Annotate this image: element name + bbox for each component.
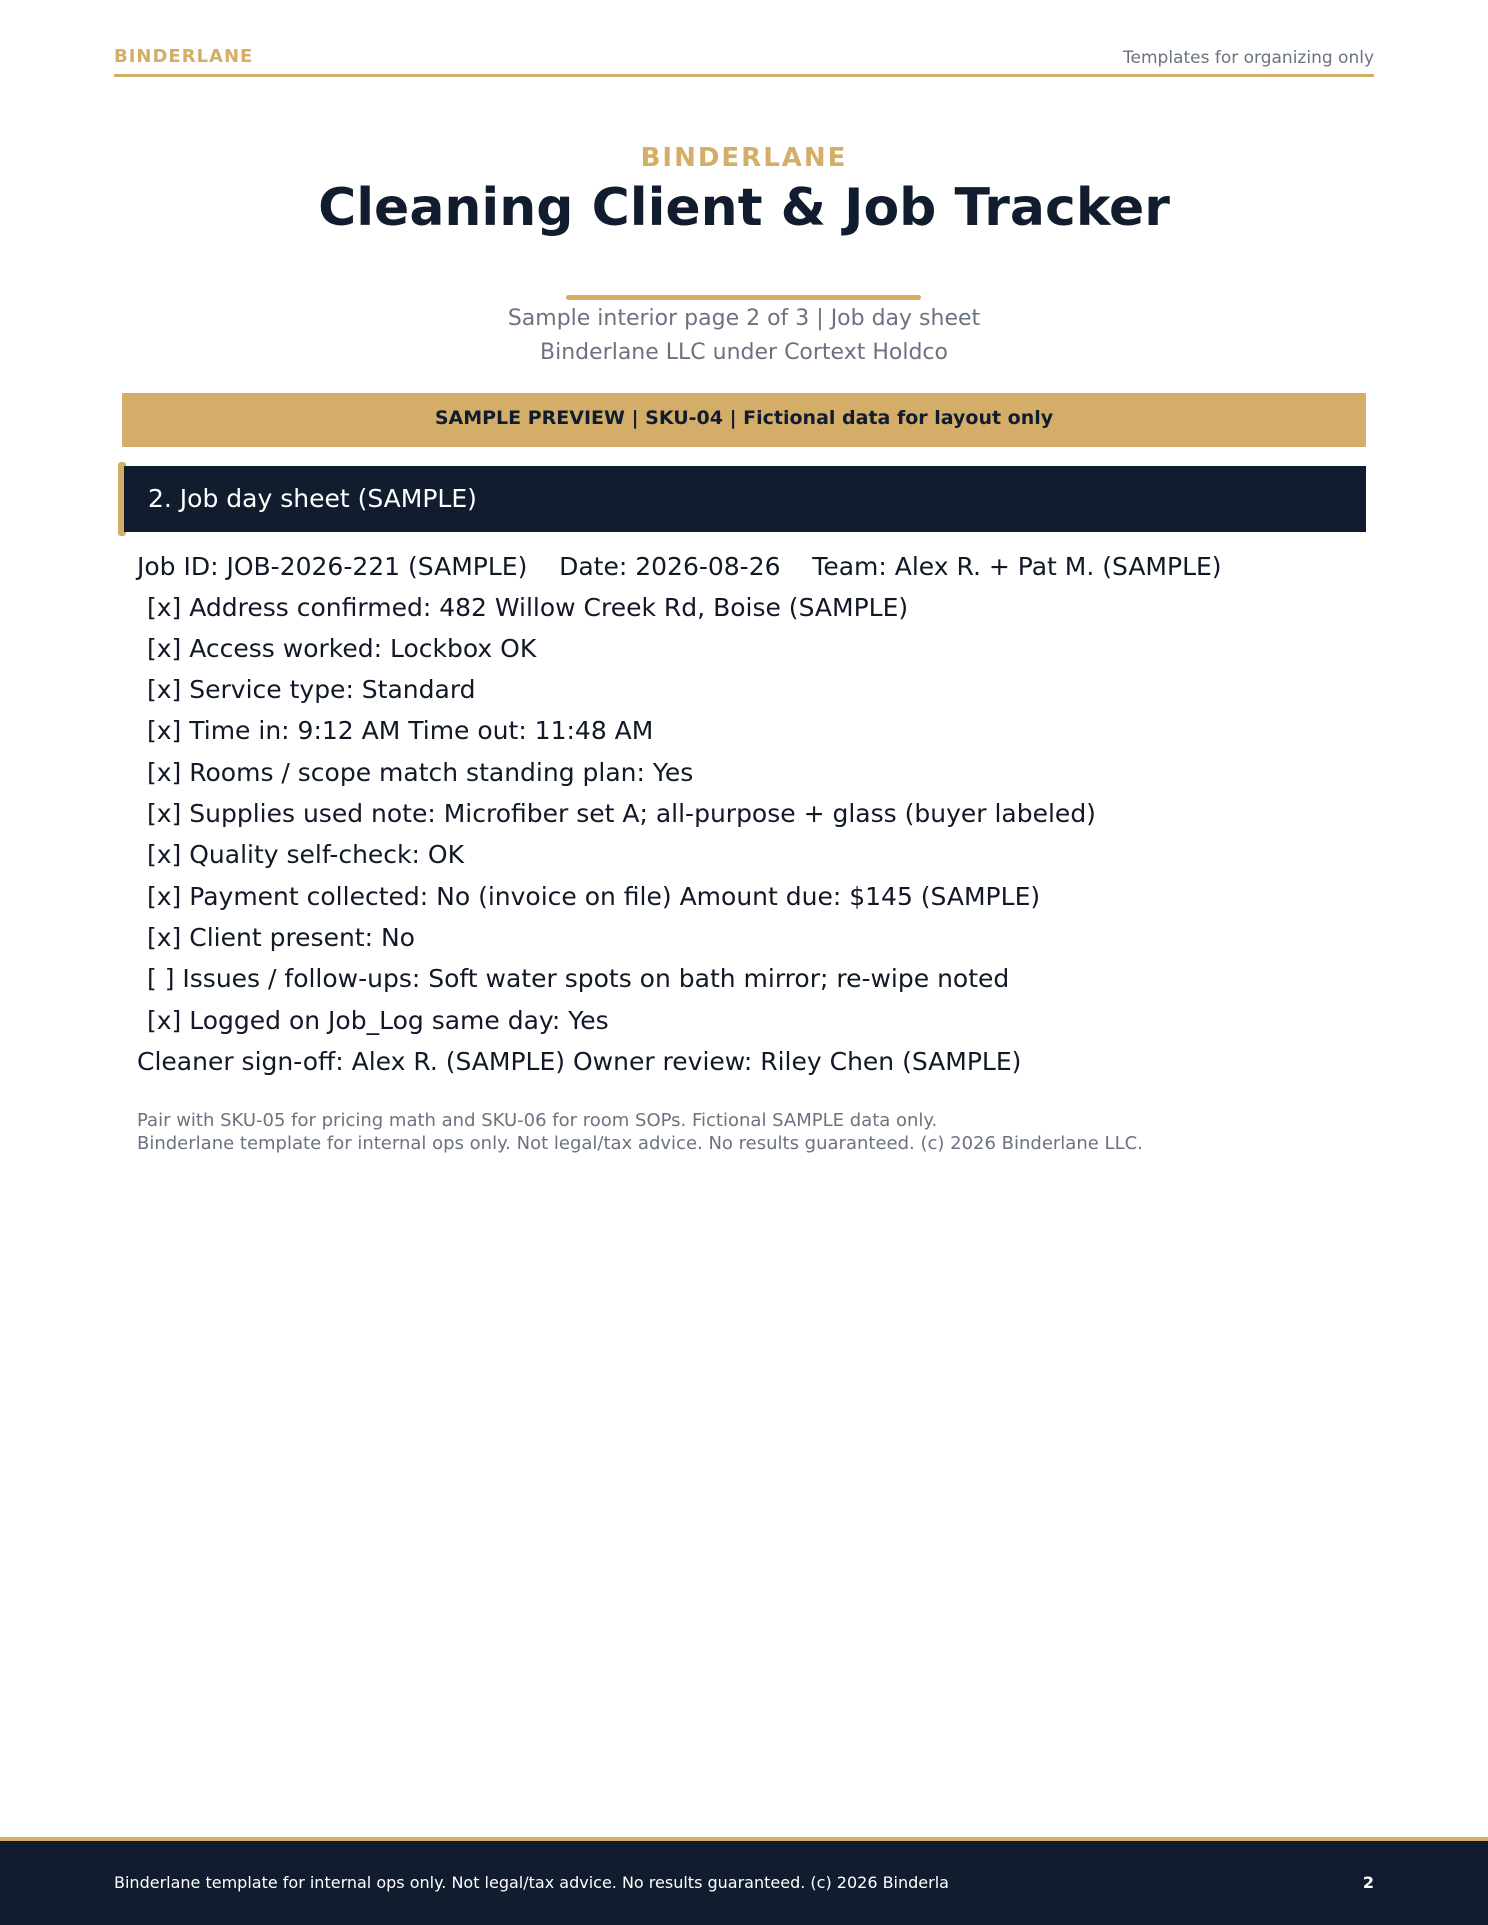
checklist-item: [x] Service type: Standard xyxy=(147,675,476,704)
sample-preview-banner: SAMPLE PREVIEW | SKU-04 | Fictional data for layout only xyxy=(122,393,1366,447)
section-title: 2. Job day sheet (SAMPLE) xyxy=(148,484,477,513)
checklist-item: [x] Address confirmed: 482 Willow Creek Rd, Boise (SAMPLE) xyxy=(147,593,909,622)
checklist-item: [ ] Issues / follow-ups: Soft water spots on bath mirror; re-wipe noted xyxy=(147,964,1010,993)
footer-disclaimer: Binderlane template for internal ops only. Not legal/tax advice. No results guaranteed. (c) 2026 Binderla xyxy=(114,1873,949,1892)
header-tagline: Templates for organizing only xyxy=(1123,48,1374,68)
job-info-line: Job ID: JOB-2026-221 (SAMPLE) Date: 2026-08-26 Team: Alex R. + Pat M. (SAMPLE) xyxy=(137,552,1222,581)
page-title: Cleaning Client & Job Tracker xyxy=(318,178,1170,238)
checklist-item: [x] Client present: No xyxy=(147,923,415,952)
hero-brand: BINDERLANE xyxy=(640,143,848,173)
title-divider xyxy=(566,295,921,300)
checklist-item: [x] Supplies used note: Microfiber set A; all-purpose + glass (buyer labeled) xyxy=(147,799,1096,828)
page-footer xyxy=(0,1837,1488,1925)
checklist-item: [x] Access worked: Lockbox OK xyxy=(147,634,537,663)
header-brand: BINDERLANE xyxy=(114,46,254,67)
checklist-item: [x] Payment collected: No (invoice on file) Amount due: $145 (SAMPLE) xyxy=(147,882,1041,911)
checklist-item: [x] Quality self-check: OK xyxy=(147,840,464,869)
note-line-1: Pair with SKU-05 for pricing math and SKU-06 for room SOPs. Fictional SAMPLE data only. xyxy=(137,1110,938,1131)
subtitle-line-1: Sample interior page 2 of 3 | Job day sheet xyxy=(507,306,981,331)
checklist-item: [x] Logged on Job_Log same day: Yes xyxy=(147,1006,609,1035)
page-number: 2 xyxy=(1362,1873,1374,1892)
note-line-2: Binderlane template for internal ops only. Not legal/tax advice. No results guaranteed. (c) 2026 Binderlane LLC. xyxy=(137,1133,1143,1154)
section-header xyxy=(124,466,1366,532)
checklist-item: [x] Rooms / scope match standing plan: Yes xyxy=(147,758,694,787)
checklist-item: [x] Time in: 9:12 AM Time out: 11:48 AM xyxy=(147,716,654,745)
signoff-line: Cleaner sign-off: Alex R. (SAMPLE) Owner review: Riley Chen (SAMPLE) xyxy=(137,1047,1022,1076)
page-header xyxy=(114,44,1374,77)
subtitle-line-2: Binderlane LLC under Cortext Holdco xyxy=(540,340,948,365)
